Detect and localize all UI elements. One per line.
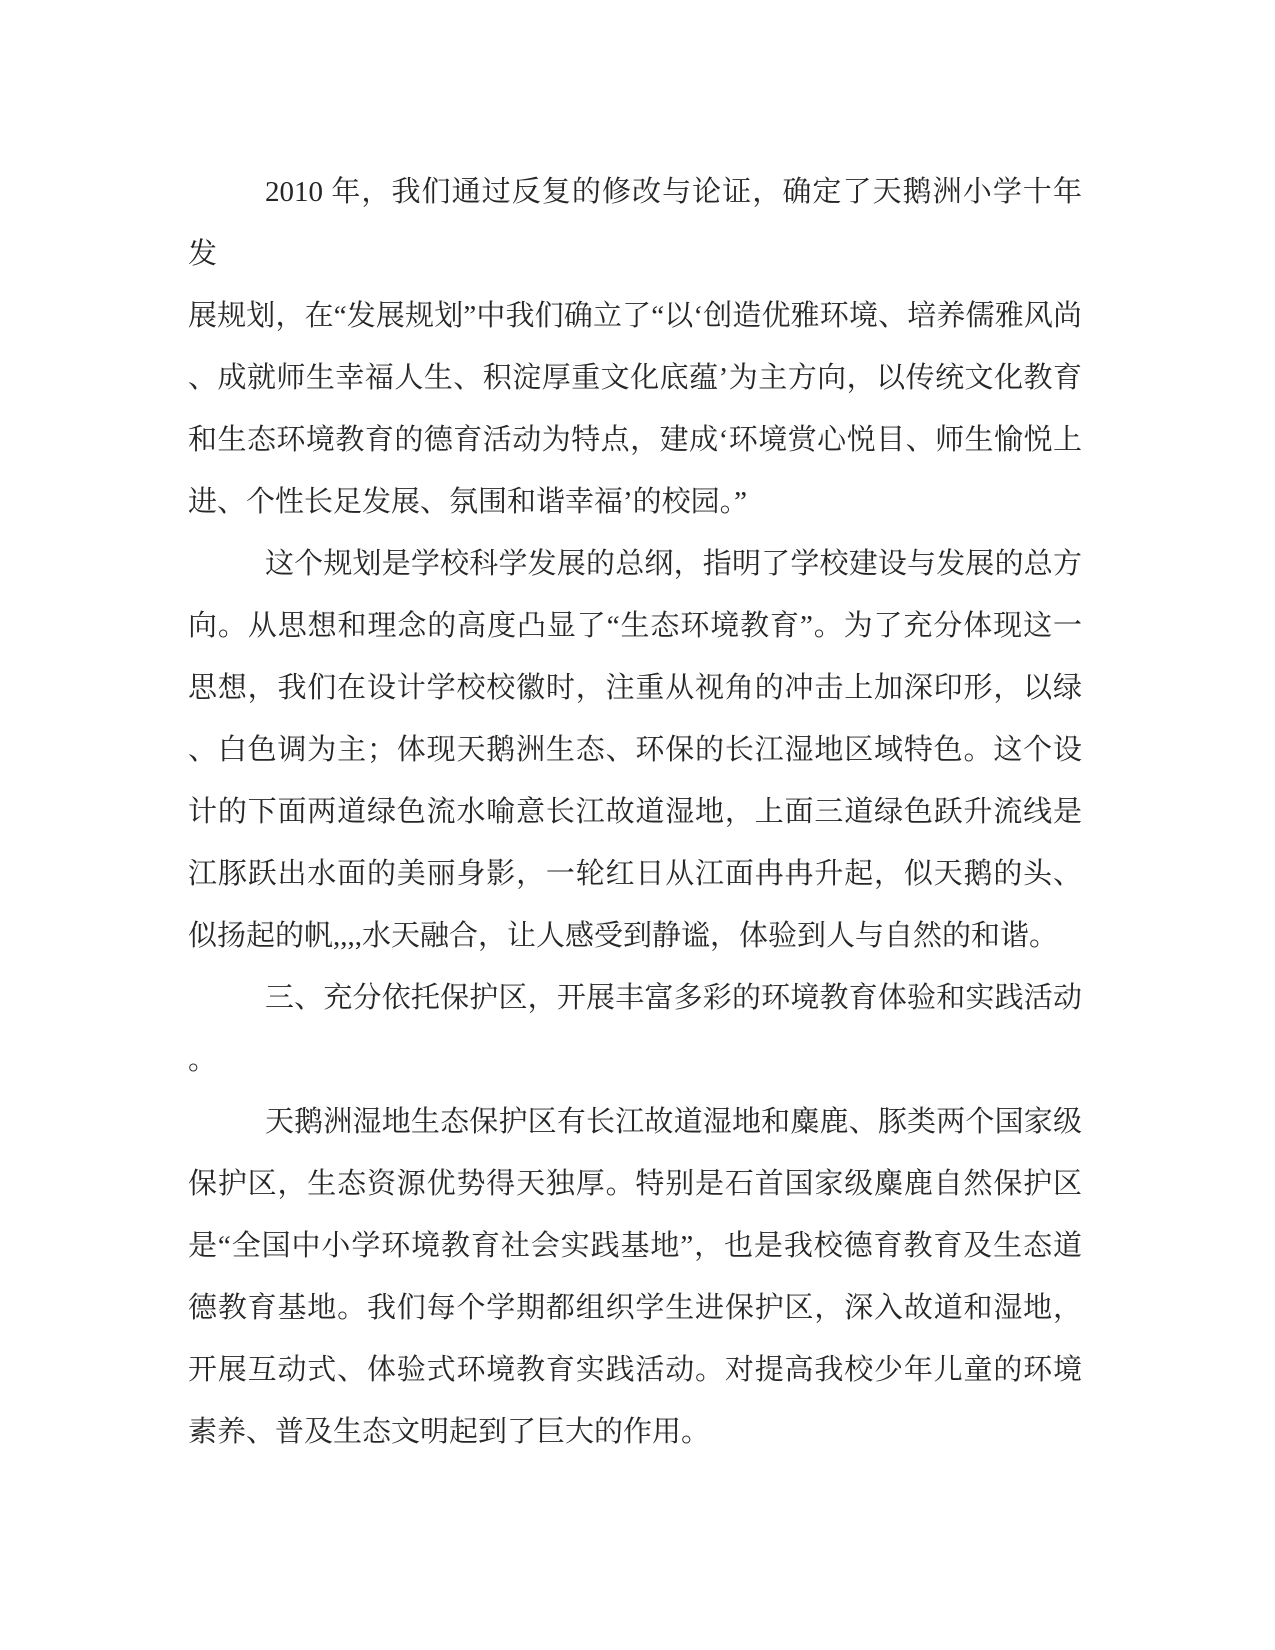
text-line: 展规划，在“发展规划”中我们确立了“以‘创造优雅环境、培养儒雅风尚 <box>188 300 1082 332</box>
text-line: 、成就师生幸福人生、积淀厚重文化底蕴’为主方向，以传统文化教育 <box>188 362 1082 394</box>
text-line: 和生态环境教育的德育活动为特点，建成‘环境赏心悦目、师生愉悦上 <box>188 424 1082 456</box>
text-line: 这个规划是学校科学发展的总纲，指明了学校建设与发展的总方 <box>265 548 1082 580</box>
text-line: 2010 年，我们通过反复的修改与论证，确定了天鹅洲小学十年发 <box>188 176 1082 270</box>
text-line: 向。从思想和理念的高度凸显了“生态环境教育”。为了充分体现这一 <box>188 610 1082 642</box>
text-line: 、白色调为主；体现天鹅洲生态、环保的长江湿地区域特色。这个设 <box>188 734 1082 766</box>
document-text <box>188 161 1082 1463</box>
text-line: 德教育基地。我们每个学期都组织学生进保护区，深入故道和湿地， <box>188 1292 1082 1324</box>
text-line: 素养、普及生态文明起到了巨大的作用。 <box>188 1416 711 1448</box>
text-line: 似扬起的帆,,,,水天融合，让人感受到静谧，体验到人与自然的和谐。 <box>188 920 1059 952</box>
text-line: 三、充分依托保护区，开展丰富多彩的环境教育体验和实践活动 <box>265 982 1082 1014</box>
text-line: 江豚跃出水面的美丽身影，一轮红日从江面冉冉升起，似天鹅的头、 <box>188 858 1082 890</box>
text-line: 开展互动式、体验式环境教育实践活动。对提高我校少年儿童的环境 <box>188 1354 1082 1386</box>
paragraph <box>188 967 1082 1091</box>
text-line: 。 <box>188 1044 218 1076</box>
text-line: 进、个性长足发展、氛围和谐幸福’的校园。” <box>188 486 748 518</box>
paragraph <box>188 161 1082 533</box>
paragraph <box>188 1091 1082 1463</box>
text-line: 天鹅洲湿地生态保护区有长江故道湿地和麋鹿、豚类两个国家级 <box>265 1106 1082 1138</box>
text-line: 思想，我们在设计学校校徽时，注重从视角的冲击上加深印形，以绿 <box>188 672 1082 704</box>
text-line: 是“全国中小学环境教育社会实践基地”，也是我校德育教育及生态道 <box>188 1230 1082 1262</box>
paragraph <box>188 533 1082 967</box>
text-line: 计的下面两道绿色流水喻意长江故道湿地，上面三道绿色跃升流线是 <box>188 796 1082 828</box>
text-line: 保护区，生态资源优势得天独厚。特别是石首国家级麋鹿自然保护区 <box>188 1168 1082 1200</box>
